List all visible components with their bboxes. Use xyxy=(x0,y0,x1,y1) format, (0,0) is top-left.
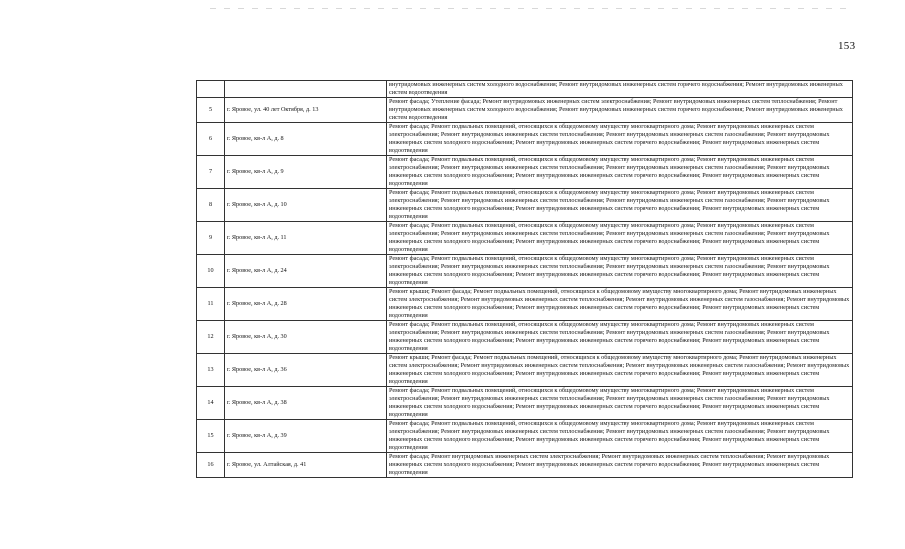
table-row xyxy=(197,420,853,453)
row-works: Ремонт крыши; Ремонт фасада; Ремонт подвальных помещений, относящихся к общедомовому имуществу многоквартирного дома; Ремонт внутридомовых инженерных систем электроснабжения; Ремонт внутридомовых инженерных систем теплоснабжения; Ремонт внутридомовых инженерных систем газоснабжения; Ремонт внутридомовых инженерных систем холодного водоснабжения; Ремонт внутридомовых инженерных систем горячего водоснабжения; Ремонт внутридомовых инженерных систем водоотведения xyxy=(387,354,853,387)
row-number: 11 xyxy=(197,288,225,321)
row-works: Ремонт фасада; Ремонт подвальных помещений, относящихся к общедомовому имуществу многоквартирного дома; Ремонт внутридомовых инженерных систем электроснабжения; Ремонт внутридомовых инженерных систем теплоснабжения; Ремонт внутридомовых инженерных систем газоснабжения; Ремонт внутридомовых инженерных систем холодного водоснабжения; Ремонт внутридомовых инженерных систем горячего водоснабжения; Ремонт внутридомовых инженерных систем водоотведения xyxy=(387,189,853,222)
table-row xyxy=(197,189,853,222)
row-number: 13 xyxy=(197,354,225,387)
row-works: Ремонт фасада; Ремонт подвальных помещений, относящихся к общедомовому имуществу многоквартирного дома; Ремонт внутридомовых инженерных систем электроснабжения; Ремонт внутридомовых инженерных систем теплоснабжения; Ремонт внутридомовых инженерных систем газоснабжения; Ремонт внутридомовых инженерных систем холодного водоснабжения; Ремонт внутридомовых инженерных систем горячего водоснабжения; Ремонт внутридомовых инженерных систем водоотведения xyxy=(387,321,853,354)
row-number xyxy=(197,81,225,98)
row-works: Ремонт фасада; Ремонт подвальных помещений, относящихся к общедомовому имуществу многоквартирного дома; Ремонт внутридомовых инженерных систем электроснабжения; Ремонт внутридомовых инженерных систем теплоснабжения; Ремонт внутридомовых инженерных систем газоснабжения; Ремонт внутридомовых инженерных систем холодного водоснабжения; Ремонт внутридомовых инженерных систем горячего водоснабжения; Ремонт внутридомовых инженерных систем водоотведения xyxy=(387,420,853,453)
row-number: 5 xyxy=(197,98,225,123)
table-row xyxy=(197,156,853,189)
row-number: 9 xyxy=(197,222,225,255)
table-row xyxy=(197,123,853,156)
row-address: г. Яровое, кв-л А, д. 38 xyxy=(225,387,387,420)
row-address: г. Яровое, ул. Алтайская, д. 41 xyxy=(225,453,387,478)
row-works: Ремонт крыши; Ремонт фасада; Ремонт подвальных помещений, относящихся к общедомовому имуществу многоквартирного дома; Ремонт внутридомовых инженерных систем электроснабжения; Ремонт внутридомовых инженерных систем теплоснабжения; Ремонт внутридомовых инженерных систем газоснабжения; Ремонт внутридомовых инженерных систем холодного водоснабжения; Ремонт внутридомовых инженерных систем горячего водоснабжения; Ремонт внутридомовых инженерных систем водоотведения xyxy=(387,288,853,321)
row-works: Ремонт фасада; Ремонт подвальных помещений, относящихся к общедомовому имуществу многоквартирного дома; Ремонт внутридомовых инженерных систем электроснабжения; Ремонт внутридомовых инженерных систем теплоснабжения; Ремонт внутридомовых инженерных систем газоснабжения; Ремонт внутридомовых инженерных систем холодного водоснабжения; Ремонт внутридомовых инженерных систем горячего водоснабжения; Ремонт внутридомовых инженерных систем водоотведения xyxy=(387,387,853,420)
row-address: г. Яровое, кв-л А, д. 10 xyxy=(225,189,387,222)
page-number: 153 xyxy=(838,40,856,52)
row-number: 10 xyxy=(197,255,225,288)
row-address: г. Яровое, кв-л А, д. 30 xyxy=(225,321,387,354)
row-number: 15 xyxy=(197,420,225,453)
row-address: г. Яровое, ул. 40 лет Октября, д. 13 xyxy=(225,98,387,123)
row-address: г. Яровое, кв-л А, д. 36 xyxy=(225,354,387,387)
row-address: г. Яровое, кв-л А, д. 28 xyxy=(225,288,387,321)
row-address: г. Яровое, кв-л А, д. 11 xyxy=(225,222,387,255)
row-works: Ремонт фасада; Ремонт подвальных помещений, относящихся к общедомовому имуществу многоквартирного дома; Ремонт внутридомовых инженерных систем электроснабжения; Ремонт внутридомовых инженерных систем теплоснабжения; Ремонт внутридомовых инженерных систем газоснабжения; Ремонт внутридомовых инженерных систем холодного водоснабжения; Ремонт внутридомовых инженерных систем горячего водоснабжения; Ремонт внутридомовых инженерных систем водоотведения xyxy=(387,123,853,156)
table-row xyxy=(197,81,853,98)
table-row xyxy=(197,255,853,288)
row-works: Ремонт фасада; Ремонт подвальных помещений, относящихся к общедомовому имуществу многоквартирного дома; Ремонт внутридомовых инженерных систем электроснабжения; Ремонт внутридомовых инженерных систем теплоснабжения; Ремонт внутридомовых инженерных систем газоснабжения; Ремонт внутридомовых инженерных систем холодного водоснабжения; Ремонт внутридомовых инженерных систем горячего водоснабжения; Ремонт внутридомовых инженерных систем водоотведения xyxy=(387,222,853,255)
row-number: 14 xyxy=(197,387,225,420)
row-number: 6 xyxy=(197,123,225,156)
row-works: внутридомовых инженерных систем холодного водоснабжения; Ремонт внутридомовых инженерных систем горячего водоснабжения; Ремонт внутридомовых инженерных систем водоотведения xyxy=(387,81,853,98)
row-works: Ремонт фасада; Ремонт подвальных помещений, относящихся к общедомовому имуществу многоквартирного дома; Ремонт внутридомовых инженерных систем электроснабжения; Ремонт внутридомовых инженерных систем теплоснабжения; Ремонт внутридомовых инженерных систем газоснабжения; Ремонт внутридомовых инженерных систем холодного водоснабжения; Ремонт внутридомовых инженерных систем горячего водоснабжения; Ремонт внутридомовых инженерных систем водоотведения xyxy=(387,255,853,288)
table-row xyxy=(197,288,853,321)
row-number: 16 xyxy=(197,453,225,478)
table-row xyxy=(197,321,853,354)
table-row xyxy=(197,387,853,420)
scan-edge-artifact xyxy=(210,8,850,9)
row-address: г. Яровое, кв-л А, д. 39 xyxy=(225,420,387,453)
table-row xyxy=(197,98,853,123)
table-row xyxy=(197,354,853,387)
table-row xyxy=(197,222,853,255)
table-row xyxy=(197,453,853,478)
row-address xyxy=(225,81,387,98)
works-table xyxy=(196,80,853,478)
row-number: 12 xyxy=(197,321,225,354)
row-works: Ремонт фасада; Ремонт подвальных помещений, относящихся к общедомовому имуществу многоквартирного дома; Ремонт внутридомовых инженерных систем электроснабжения; Ремонт внутридомовых инженерных систем теплоснабжения; Ремонт внутридомовых инженерных систем газоснабжения; Ремонт внутридомовых инженерных систем холодного водоснабжения; Ремонт внутридомовых инженерных систем горячего водоснабжения; Ремонт внутридомовых инженерных систем водоотведения xyxy=(387,156,853,189)
row-works: Ремонт фасада; Утепление фасада; Ремонт внутридомовых инженерных систем электроснабжения; Ремонт внутридомовых инженерных систем теплоснабжения; Ремонт внутридомовых инженерных систем холодного водоснабжения; Ремонт внутридомовых инженерных систем горячего водоснабжения; Ремонт внутридомовых инженерных систем водоотведения xyxy=(387,98,853,123)
row-works: Ремонт фасада; Ремонт внутридомовых инженерных систем электроснабжения; Ремонт внутридомовых инженерных систем теплоснабжения; Ремонт внутридомовых инженерных систем холодного водоснабжения; Ремонт внутридомовых инженерных систем горячего водоснабжения; Ремонт внутридомовых инженерных систем водоотведения xyxy=(387,453,853,478)
row-address: г. Яровое, кв-л А, д. 24 xyxy=(225,255,387,288)
row-address: г. Яровое, кв-л А, д. 8 xyxy=(225,123,387,156)
row-address: г. Яровое, кв-л А, д. 9 xyxy=(225,156,387,189)
row-number: 8 xyxy=(197,189,225,222)
row-number: 7 xyxy=(197,156,225,189)
